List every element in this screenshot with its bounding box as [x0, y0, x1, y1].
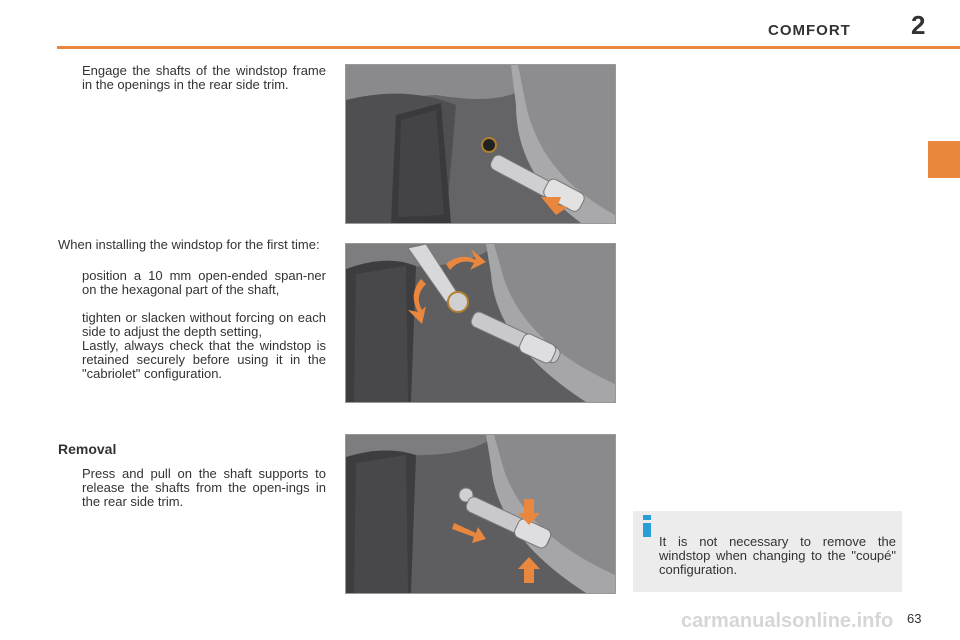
install-step-2: [58, 311, 326, 339]
engage-step-text: Engage the shafts of the windstop frame in the openings in the rear side trim.: [82, 63, 326, 92]
page-number: 63: [907, 611, 922, 626]
install-step-2-text: tighten or slacken without forcing on each side to adjust the depth setting,: [82, 310, 326, 339]
removal-step-text: Press and pull on the shaft supports to release the shafts from the open-ings in the rear side trim.: [82, 466, 326, 509]
engage-step: [58, 64, 326, 92]
chapter-number: 2: [911, 10, 926, 40]
install-step-3: [58, 339, 326, 381]
removal-heading: Removal: [58, 441, 117, 457]
install-intro: When installing the windstop for the first time:: [58, 237, 320, 252]
removal-illustration: [345, 434, 616, 594]
removal-step: [58, 467, 326, 509]
watermark: carmanualsonline.info: [681, 610, 894, 632]
header-rule: [57, 46, 960, 49]
section-title: COMFORT: [768, 22, 851, 39]
info-note-text: It is not necessary to remove the windstop when changing to the "coupé" configuration.: [659, 534, 896, 577]
engage-shaft-illustration: [345, 64, 616, 224]
info-icon: [639, 515, 655, 537]
install-step-1-text: position a 10 mm open-ended span-ner on the hexagonal part of the shaft,: [82, 268, 326, 297]
chapter-tab[interactable]: [928, 141, 960, 178]
spanner-adjust-illustration: [345, 243, 616, 403]
install-step-1: [58, 269, 326, 297]
install-step-3-text: Lastly, always check that the windstop is retained securely before using it in the "cabriolet" configuration.: [82, 338, 326, 381]
